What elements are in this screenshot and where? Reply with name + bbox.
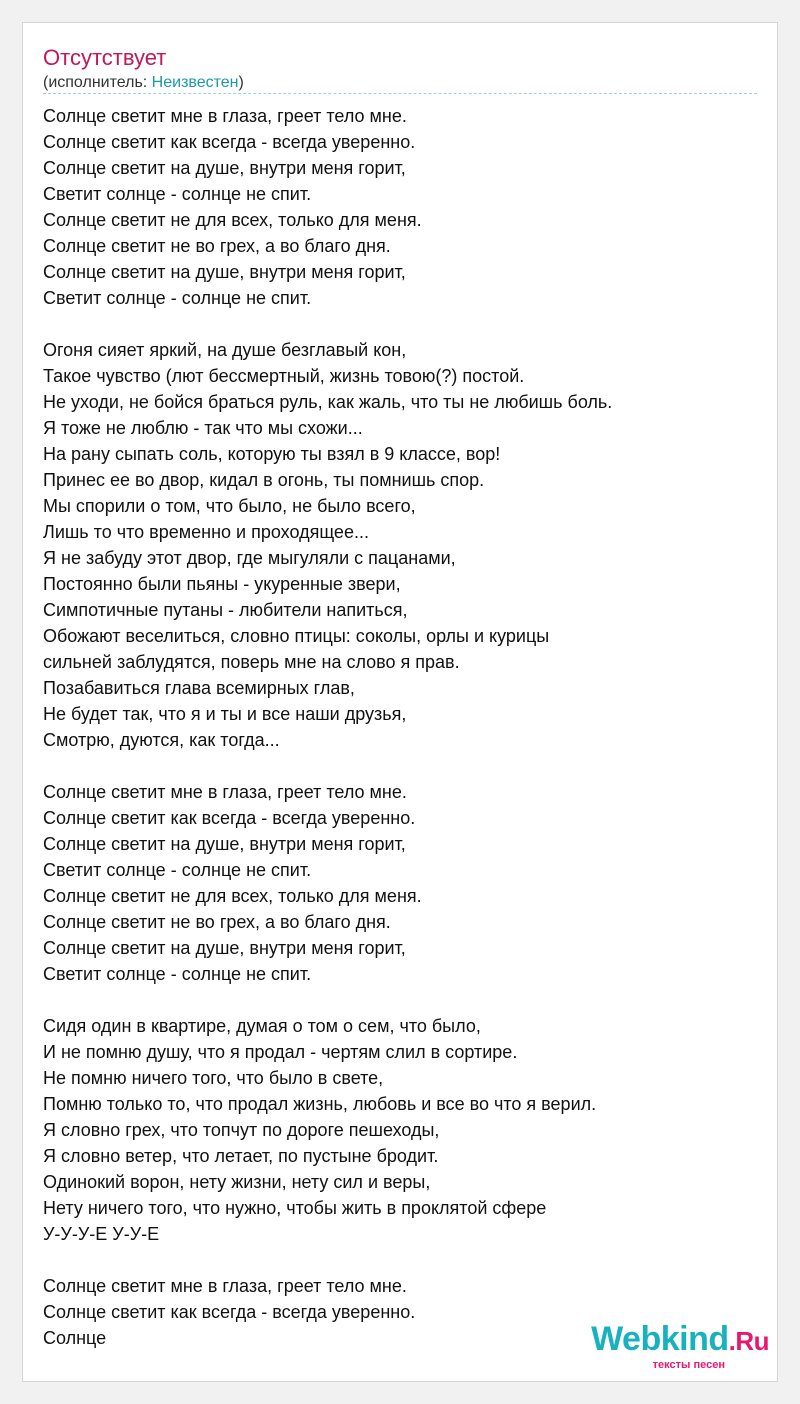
lyric-line: У-У-У-Е У-У-Е: [43, 1224, 160, 1244]
lyric-line: Солнце светит мне в глаза, греет тело мне.: [43, 1276, 407, 1296]
lyric-line: Солнце: [43, 1328, 107, 1348]
lyric-line: Помню только то, что продал жизнь, любовь и все во что я верил.: [43, 1094, 597, 1114]
logo-name: Webkind: [591, 1320, 729, 1358]
lyric-line: Не уходи, не бойся браться руль, как жаль, что ты не любишь боль.: [43, 392, 613, 412]
lyrics-stanza: [43, 1013, 757, 1247]
lyric-line: Я словно ветер, что летает, по пустыне бродит.: [43, 1146, 439, 1166]
artist-line: [43, 73, 244, 93]
lyric-line: Мы спорили о том, что было, не было всего,: [43, 496, 416, 516]
lyric-line: Я словно грех, что топчут по дороге пешеходы,: [43, 1120, 440, 1140]
logo-wordmark: [591, 1321, 769, 1359]
lyrics-text: [43, 103, 757, 1377]
lyrics-stanza: [43, 103, 757, 311]
lyric-line: Сидя один в квартире, думая о том о сем, что было,: [43, 1016, 481, 1036]
lyric-line: Солнце светит на душе, внутри меня горит,: [43, 938, 406, 958]
lyric-line: Огоня сияет яркий, на душе безглавый кон,: [43, 340, 407, 360]
lyric-line: Солнце светит мне в глаза, греет тело мне.: [43, 782, 407, 802]
lyric-line: Светит солнце - солнце не спит.: [43, 184, 312, 204]
lyric-line: Я тоже не люблю - так что мы схожи...: [43, 418, 363, 438]
lyric-line: Смотрю, дуются, как тогда...: [43, 730, 280, 750]
lyric-line: Обожают веселиться, словно птицы: соколы, орлы и курицы: [43, 626, 550, 646]
lyric-line: Светит солнце - солнце не спит.: [43, 860, 312, 880]
lyric-line: Светит солнце - солнце не спит.: [43, 964, 312, 984]
artist-prefix: (исполнитель:: [43, 74, 152, 91]
lyric-line: Постоянно были пьяны - укуренные звери,: [43, 574, 401, 594]
lyric-line: Солнце светит мне в глаза, греет тело мне.: [43, 106, 407, 126]
lyric-line: Симпотичные путаны - любители напиться,: [43, 600, 408, 620]
title-divider: [43, 93, 757, 94]
lyric-line: Солнце светит на душе, внутри меня горит,: [43, 262, 406, 282]
lyric-line: Такое чувство (лют бессмертный, жизнь товою(?) постой.: [43, 366, 525, 386]
lyric-line: Солнце светит как всегда - всегда уверенно.: [43, 132, 416, 152]
lyric-line: Позабавиться глава всемирных глав,: [43, 678, 355, 698]
lyric-line: Не помню ничего того, что было в свете,: [43, 1068, 384, 1088]
lyrics-stanza: [43, 779, 757, 987]
lyric-line: На рану сыпать соль, которую ты взял в 9 классе, вор!: [43, 444, 501, 464]
lyric-line: Принес ее во двор, кидал в огонь, ты помнишь спор.: [43, 470, 485, 490]
lyrics-card: [22, 22, 778, 1382]
lyric-line: Солнце светит как всегда - всегда уверенно.: [43, 808, 416, 828]
lyric-line: Нету ничего того, что нужно, чтобы жить в проклятой сфере: [43, 1198, 547, 1218]
artist-link[interactable]: Неизвестен: [151, 74, 239, 91]
lyrics-stanza: [43, 337, 757, 753]
lyric-line: Лишь то что временно и проходящее...: [43, 522, 369, 542]
logo-tld: .Ru: [728, 1326, 769, 1356]
lyric-line: Солнце светит на душе, внутри меня горит,: [43, 158, 406, 178]
lyric-line: Солнце светит на душе, внутри меня горит,: [43, 834, 406, 854]
lyric-line: Одинокий ворон, нету жизни, нету сил и веры,: [43, 1172, 431, 1192]
lyric-line: Солнце светит не для всех, только для меня.: [43, 210, 422, 230]
lyric-line: Солнце светит не во грех, а во благо дня.: [43, 236, 391, 256]
lyric-line: Солнце светит не для всех, только для меня.: [43, 886, 422, 906]
artist-suffix: ): [238, 74, 244, 91]
lyric-line: Я не забуду этот двор, где мыгуляли с пацанами,: [43, 548, 456, 568]
song-title: Отсутствует: [43, 45, 167, 70]
logo-tagline: тексты песен: [652, 1359, 725, 1371]
lyric-line: Солнце светит как всегда - всегда уверенно.: [43, 1302, 416, 1322]
lyric-line: И не помню душу, что я продал - чертям слил в сортире.: [43, 1042, 518, 1062]
lyric-line: сильней заблудятся, поверь мне на слово я прав.: [43, 652, 460, 672]
site-logo[interactable]: [591, 1321, 769, 1371]
lyric-line: Светит солнце - солнце не спит.: [43, 288, 312, 308]
lyric-line: Не будет так, что я и ты и все наши друзья,: [43, 704, 407, 724]
lyric-line: Солнце светит не во грех, а во благо дня.: [43, 912, 391, 932]
